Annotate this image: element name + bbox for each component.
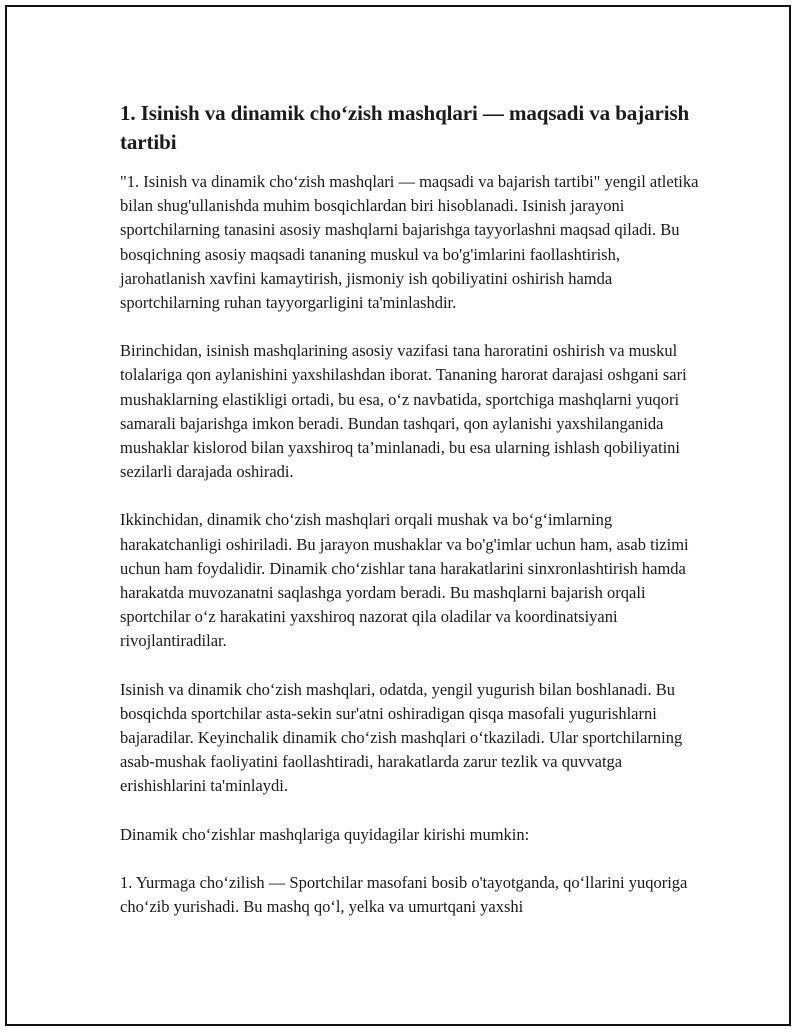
paragraph-intro: "1. Isinish va dinamik cho‘zish mashqlari — maqsadi va bajarish tartibi" yengil atletika bilan shug'ullanishda muhim bosqichlardan biri hisoblanadi. Isinish jarayoni sportchilarning tanasini asosiy mashqlarni bajarishga tayyorlashni maqsad qiladi. Bu bosqichning asosiy maqsadi tananing muskul va bo'g'imlarini faollashtirish, jarohatlanish xavfini kamaytirish, jismoniy ish qobiliyatini oshirish hamda sportchilarning ruhan tayyorgarligini ta'minlashdir. xyxy=(120,172,699,313)
document-title: 1. Isinish va dinamik cho‘zish mashqlari — maqsadi va bajarish tartibi xyxy=(120,101,690,154)
paragraph-second-point: Ikkinchidan, dinamik cho‘zish mashqlari orqali mushak va bo‘g‘imlarning harakatchanligi oshiriladi. Bu jarayon mushaklar va bo'g'imlar uchun ham, asab tizimi uchun ham foydalidir. Dinamik cho‘zishlar tana harakatlarini sinxronlashtirish hamda harakatda muvozanatni saqlashga yordam beradi. Bu mashqlarni bajarish orqali sportchilar o‘z harakatini yaxshiroq nazorat qila oladilar va koordinatsiyani rivojlantiradilar. xyxy=(120,510,689,651)
paragraph-list-item-1: 1. Yurmaga cho‘zilish — Sportchilar masofani bosib o'tayotganda, qo‘llarini yuqoriga cho‘zib yurishadi. Bu mashq qo‘l, yelka va umurtqani yaxshi xyxy=(120,872,688,917)
page-frame xyxy=(5,5,791,1026)
document-body xyxy=(120,99,700,943)
paragraph-procedure: Isinish va dinamik cho‘zish mashqlari, odatda, yengil yugurish bilan boshlanadi. Bu bosqichda sportchilar asta-sekin sur'atni oshiradigan qisqa masofali yugurishlarni bajaradilar. Keyinchalik dinamik cho‘zish mashqlari o‘tkaziladi. Ular sportchilarning asab-mushak faoliyatini faollashtiradi, harakatlarda zarur tezlik va quvvatga erishishlarini ta'minlaydi. xyxy=(120,679,683,796)
paragraph-list-intro: Dinamik cho‘zishlar mashqlariga quyidagilar kirishi mumkin: xyxy=(120,824,530,844)
paragraph-first-point: Birinchidan, isinish mashqlarining asosiy vazifasi tana haroratini oshirish va muskul tolalariga qon aylanishini yaxshilashdan iborat. Tananing harorat darajasi oshgani sari mushaklarning elastikligi ortadi, bu esa, o‘z navbatida, sportchiga mashqlarni yuqori samarali bajarishga imkon beradi. Bundan tashqari, qon aylanishi yaxshilanganida mushaklar kislorod bilan yaxshiroq ta’minlanadi, bu esa ularning ishlash qobiliyatini sezilarli darajada oshiradi. xyxy=(120,341,687,482)
